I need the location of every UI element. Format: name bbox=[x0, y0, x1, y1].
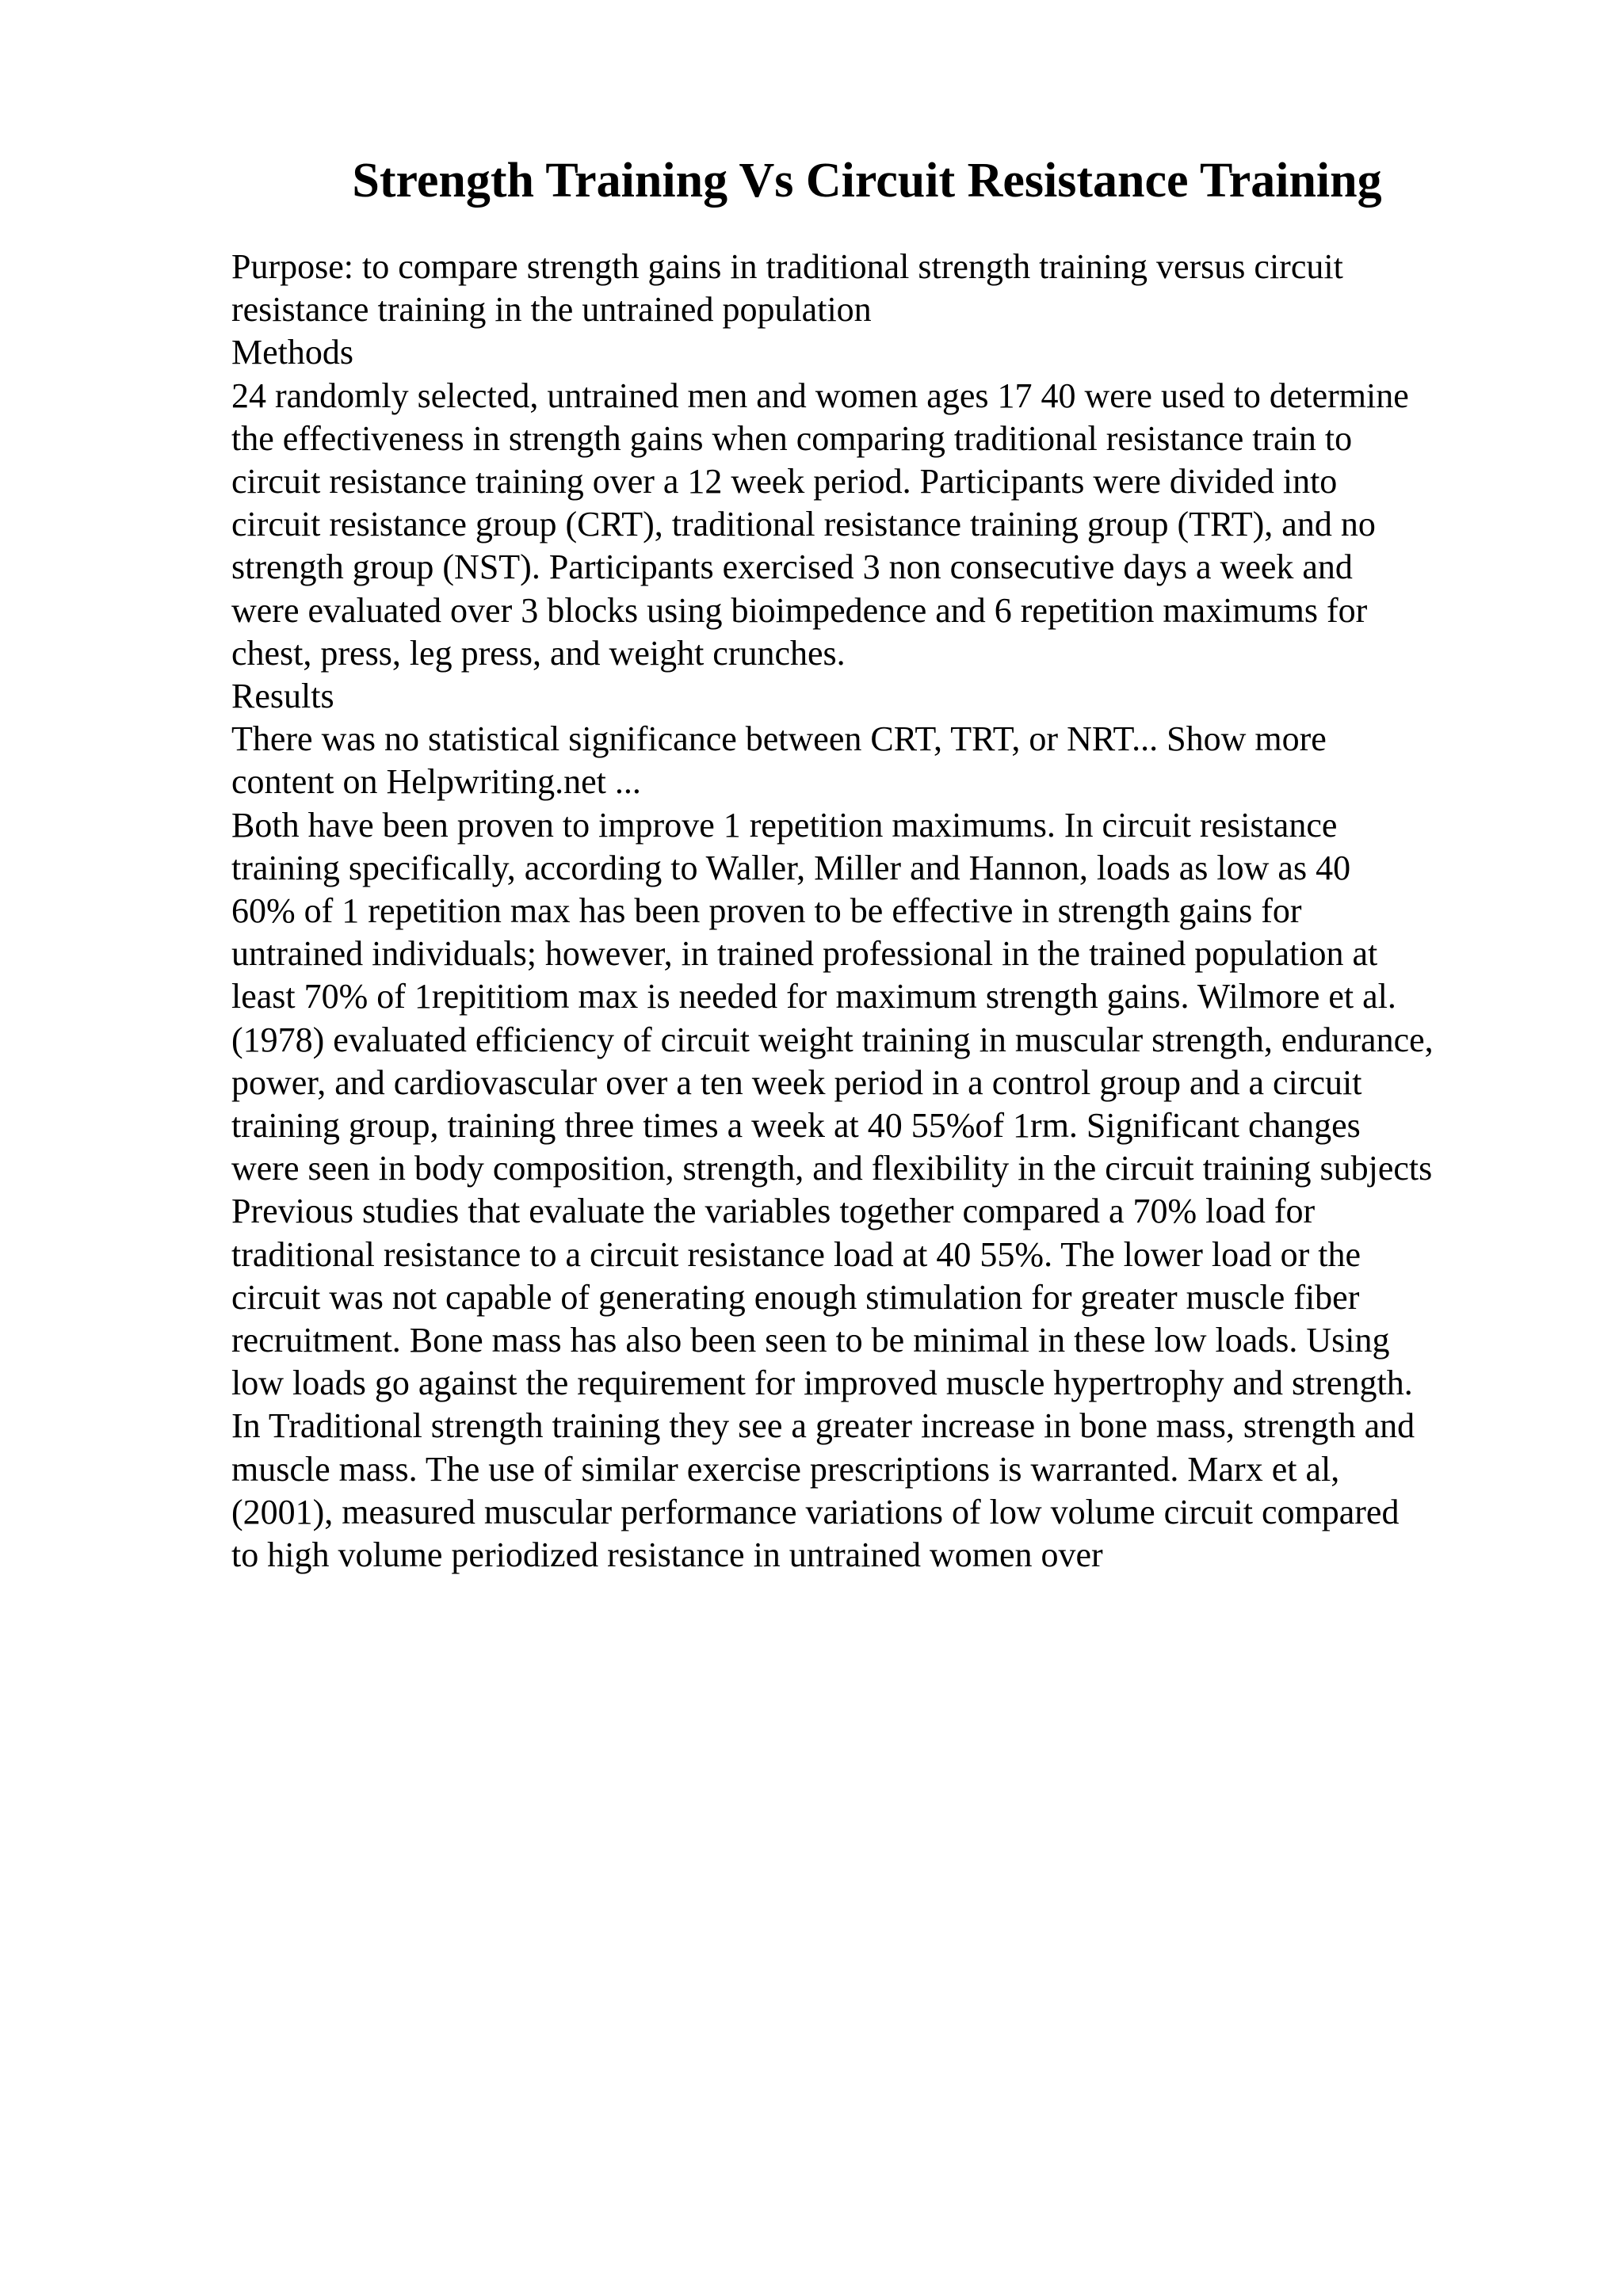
text-line: were evaluated over 3 blocks using bioimpedence and 6 repetition maximums for bbox=[231, 590, 1368, 630]
document-body bbox=[231, 246, 1610, 1577]
text-line: circuit resistance training over a 12 week period. Participants were divided into bbox=[231, 462, 1338, 502]
text-line: muscle mass. The use of similar exercise prescriptions is warranted. Marx et al, bbox=[231, 1449, 1340, 1489]
text-line: were seen in body composition, strength, and flexibility in the circuit training subjects bbox=[231, 1149, 1433, 1188]
text-line: low loads go against the requirement for improved muscle hypertrophy and strength. bbox=[231, 1363, 1413, 1403]
text-line: resistance training in the untrained population bbox=[231, 290, 872, 330]
text-line: recruitment. Bone mass has also been seen to be minimal in these low loads. Using bbox=[231, 1321, 1390, 1360]
text-line: (1978) evaluated efficiency of circuit weight training in muscular strength, endurance, bbox=[231, 1020, 1434, 1059]
text-line: chest, press, leg press, and weight crunches. bbox=[231, 633, 846, 673]
text-line: Both have been proven to improve 1 repetition maximums. In circuit resistance bbox=[231, 805, 1338, 845]
text-line: traditional resistance to a circuit resistance load at 40 55%. The lower load or the bbox=[231, 1234, 1361, 1274]
text-line: circuit resistance group (CRT), traditional resistance training group (TRT), and no bbox=[231, 505, 1376, 544]
text-line: 60% of 1 repetition max has been proven to be effective in strength gains for bbox=[231, 891, 1302, 931]
text-line: untrained individuals; however, in trained professional in the trained population at bbox=[231, 934, 1378, 974]
text-line: content on Helpwriting.net ... bbox=[231, 762, 641, 802]
text-line: Previous studies that evaluate the variables together compared a 70% load for bbox=[231, 1192, 1316, 1231]
text-line: 24 randomly selected, untrained men and women ages 17 40 were used to determine bbox=[231, 376, 1409, 415]
text-line: In Traditional strength training they see a greater increase in bone mass, strength and bbox=[231, 1406, 1415, 1446]
text-line: Methods bbox=[231, 333, 353, 372]
text-line: circuit was not capable of generating enough stimulation for greater muscle fiber bbox=[231, 1277, 1360, 1317]
text-line: least 70% of 1repititiom max is needed for maximum strength gains. Wilmore et al. bbox=[231, 977, 1396, 1016]
text-line: strength group (NST). Participants exercised 3 non consecutive days a week and bbox=[231, 547, 1353, 587]
text-line: Purpose: to compare strength gains in traditional strength training versus circuit bbox=[231, 247, 1343, 286]
text-line: power, and cardiovascular over a ten week period in a control group and a circuit bbox=[231, 1062, 1362, 1102]
text-line: the effectiveness in strength gains when comparing traditional resistance train to bbox=[231, 418, 1353, 458]
text-line: There was no statistical significance between CRT, TRT, or NRT... Show more bbox=[231, 719, 1327, 759]
document-title: Strength Training Vs Circuit Resistance Training bbox=[352, 154, 1382, 208]
text-line: to high volume periodized resistance in untrained women over bbox=[231, 1535, 1103, 1575]
text-line: Results bbox=[231, 677, 334, 716]
text-line: training specifically, according to Waller, Miller and Hannon, loads as low as 40 bbox=[231, 848, 1351, 887]
text-line: training group, training three times a week at 40 55%of 1rm. Significant changes bbox=[231, 1106, 1361, 1146]
text-line: (2001), measured muscular performance variations of low volume circuit compared bbox=[231, 1492, 1400, 1531]
